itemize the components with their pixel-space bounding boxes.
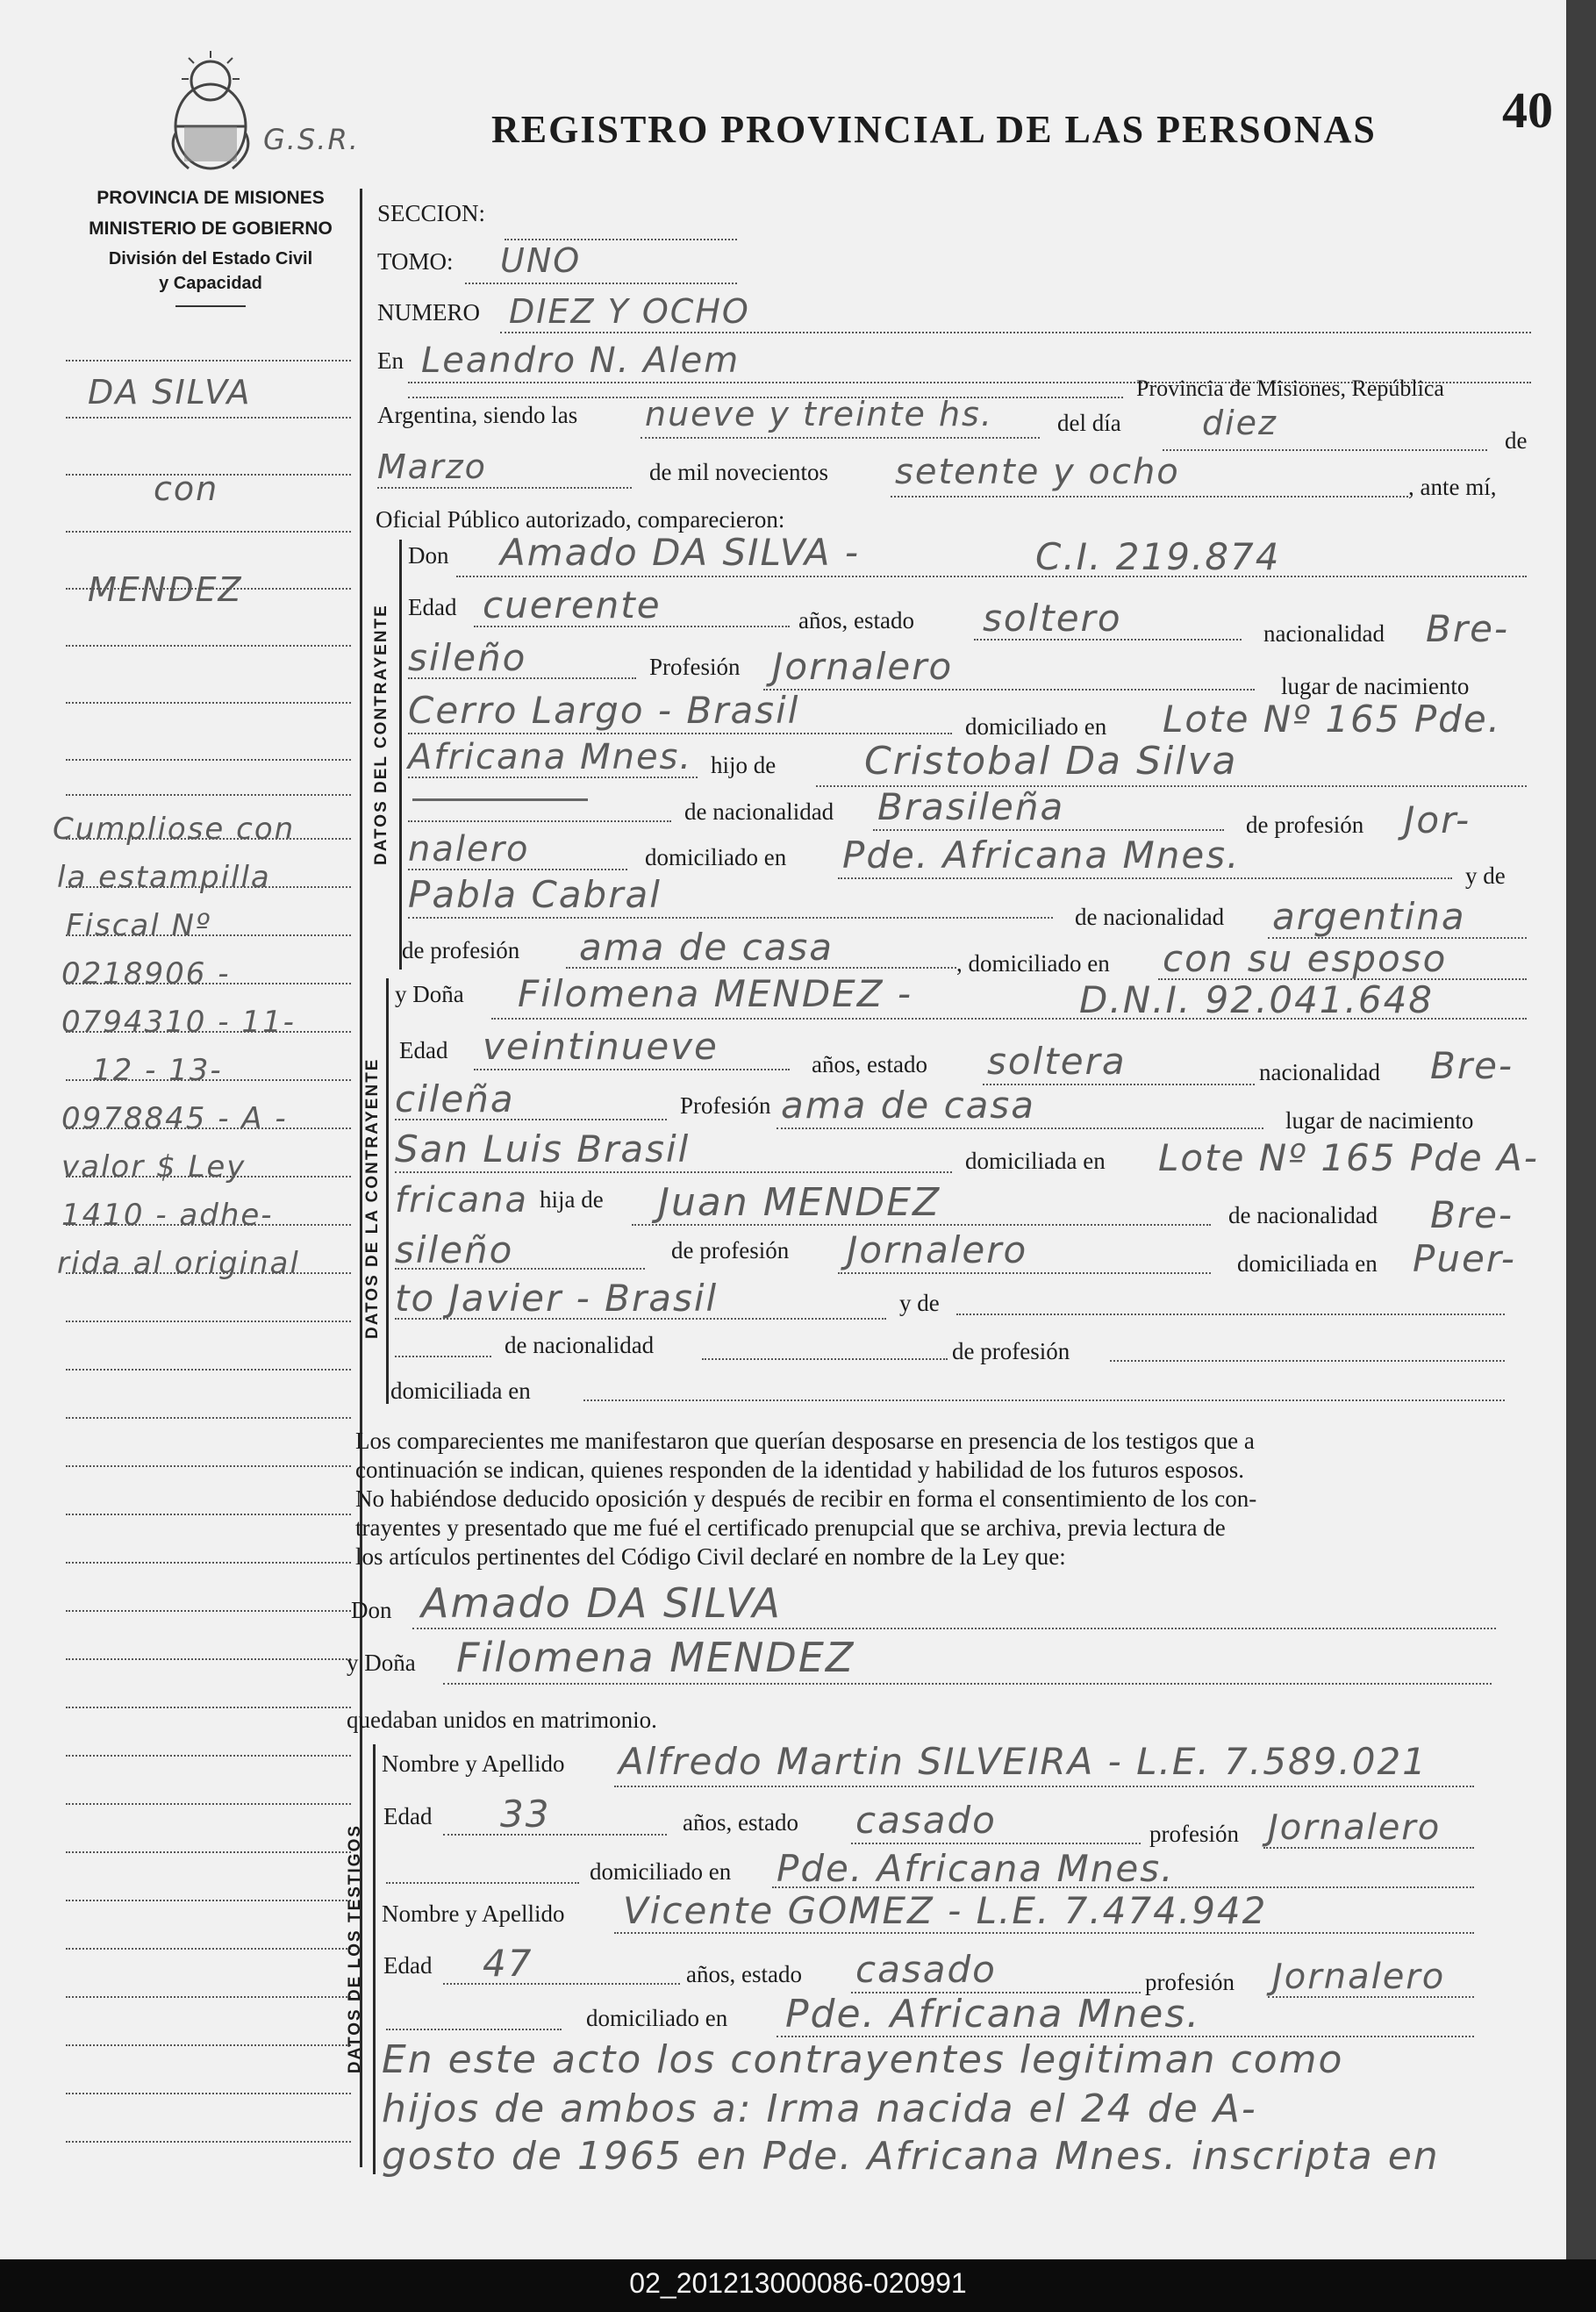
edad-label: Edad xyxy=(383,1952,433,1979)
estado-label: años, estado xyxy=(798,607,914,633)
ministry-heading: MINISTERIO DE GOBIERNO xyxy=(89,218,333,239)
contrayente-lugar: Cerro Largo - Brasil xyxy=(408,689,800,732)
argentina-label: Argentina, siendo las xyxy=(377,402,578,428)
margin-note-line: la estampilla xyxy=(57,860,271,895)
madre-nac-label: de nacionalidad xyxy=(505,1332,655,1358)
coat-of-arms-icon xyxy=(162,46,259,173)
dona-label: y Doña xyxy=(395,981,464,1007)
nombre-label: Nombre y Apellido xyxy=(382,1900,565,1927)
contrayenta-profesion: ama de casa xyxy=(781,1084,1036,1127)
ante-label: , ante mí, xyxy=(1408,474,1497,500)
madre-prof-label: de profesión xyxy=(952,1338,1070,1364)
mes-value: Marzo xyxy=(377,447,487,486)
declaracion-line: los artículos pertinentes del Código Civil declaré en nombre de la Ley que: xyxy=(355,1543,1066,1570)
contrayenta-padre-profesion: Jornalero xyxy=(847,1228,1028,1271)
contrayente-padre-domicilio: Pde. Africana Mnes. xyxy=(842,834,1241,877)
contrayente-nacionalidad-a: Bre- xyxy=(1426,607,1510,650)
lugar-label: lugar de nacimiento xyxy=(1281,673,1470,699)
testigo2-edad: 47 xyxy=(483,1942,533,1985)
book-binding xyxy=(1566,0,1596,2259)
tomo-value: UNO xyxy=(500,241,582,280)
contrayenta-documento: D.N.I. 92.041.648 xyxy=(1079,978,1435,1021)
margin-note-line: 0794310 - 11- xyxy=(61,1005,296,1040)
padre-nac-label: de nacionalidad xyxy=(684,798,834,825)
capacity-heading: y Capacidad xyxy=(159,274,262,293)
estado-label: años, estado xyxy=(683,1809,798,1836)
contrayenta-rule xyxy=(386,978,389,1404)
page-number: 40 xyxy=(1502,82,1553,139)
lugar-label: lugar de nacimiento xyxy=(1285,1107,1474,1134)
profesion-label: Profesión xyxy=(649,654,741,680)
contrayente-nombre: Amado DA SILVA - xyxy=(500,531,861,574)
contrayente-estado: soltero xyxy=(983,597,1122,640)
dia-value: diez xyxy=(1202,404,1278,442)
anio-value: setente y ocho xyxy=(895,452,1180,492)
contrayente-padre-nacionalidad: Brasileña xyxy=(877,785,1065,828)
contrayente-rule xyxy=(399,540,402,970)
edad-label: Edad xyxy=(383,1803,433,1829)
numero-label: NUMERO xyxy=(377,299,481,326)
contrayente-profesion: Jornalero xyxy=(772,645,954,688)
declaracion-line: Los comparecientes me manifestaron que querían desposarse en presencia de los testigos que a xyxy=(355,1428,1255,1454)
heading-rule xyxy=(175,305,246,307)
testigo1-domicilio: Pde. Africana Mnes. xyxy=(777,1847,1175,1890)
nota-line: En este acto los contrayentes legitiman como xyxy=(382,2037,1344,2082)
y-de-label: y de xyxy=(1465,863,1506,889)
contrayenta-padre-domicilio-b: to Javier - Brasil xyxy=(395,1277,719,1320)
dona-label: y Doña xyxy=(347,1650,416,1676)
del-dia-label: del día xyxy=(1057,410,1121,436)
contrayente-nacionalidad-b: sileño xyxy=(408,636,527,679)
madre-nac-label: de nacionalidad xyxy=(1075,904,1225,930)
scan-caption: 02_201213000086-020991 xyxy=(629,2267,967,2299)
don-label: Don xyxy=(351,1597,392,1623)
padre-prof-label: de profesión xyxy=(671,1237,790,1263)
contrayente-padre-profesion-b: nalero xyxy=(408,829,530,870)
declaracion-line: trayentes y presentado que me fué el certificado prenupcial que se archiva, previa lectura de xyxy=(355,1514,1226,1541)
contrayenta-lugar: San Luis Brasil xyxy=(395,1127,691,1170)
profesion-label: profesión xyxy=(1149,1821,1239,1847)
contrayenta-section-label: DATOS DE LA CONTRAYENTE xyxy=(363,1057,382,1339)
contrayenta-padre: Juan MENDEZ xyxy=(658,1180,941,1225)
nacionalidad-label: nacionalidad xyxy=(1263,620,1385,647)
contrayenta-padre-nacionalidad-b: sileño xyxy=(395,1228,514,1271)
contrayente-domicilio-a: Lote Nº 165 Pde. xyxy=(1163,698,1502,741)
testigo1-profesion: Jornalero xyxy=(1268,1807,1442,1848)
contrayenta-domicilio-b: fricana xyxy=(395,1180,529,1220)
margin-connector: con xyxy=(154,469,219,508)
margin-note-line: rida al original xyxy=(57,1246,300,1281)
contrayente-madre-profesion: ama de casa xyxy=(579,926,834,969)
page-title: REGISTRO PROVINCIAL DE LAS PERSONAS xyxy=(491,108,1377,151)
domiciliado-label: domiciliado en xyxy=(590,1858,732,1885)
madre-prof-label: de profesión xyxy=(402,937,520,963)
contrayenta-edad: veintinueve xyxy=(483,1025,719,1068)
hija-label: hija de xyxy=(540,1186,604,1213)
edad-label: Edad xyxy=(399,1037,448,1063)
profesion-label: Profesión xyxy=(680,1092,771,1119)
anio-label: de mil novecientos xyxy=(649,459,828,485)
testigo1-edad: 33 xyxy=(500,1793,551,1836)
initials: G.S.R. xyxy=(263,123,360,156)
domiciliada-label: domiciliada en xyxy=(965,1148,1106,1174)
estado-label: años, estado xyxy=(812,1051,927,1077)
margin-note-line: 1410 - adhe- xyxy=(61,1198,274,1233)
margin-note-line: 12 - 13- xyxy=(92,1053,223,1088)
contrayenta-nacionalidad-a: Bre- xyxy=(1430,1044,1514,1087)
oficial-label: Oficial Público autorizado, comparecieron: xyxy=(376,506,785,533)
unidos-label: quedaban unidos en matrimonio. xyxy=(347,1707,657,1733)
hora-value: nueve y treinte hs. xyxy=(645,395,993,433)
contrayente-madre-domicilio: con su esposo xyxy=(1163,937,1448,980)
seccion-label: SECCION: xyxy=(377,200,486,226)
domiciliado-label: domiciliado en xyxy=(965,713,1107,740)
contrayenta-nombre: Filomena MENDEZ - xyxy=(518,972,913,1015)
margin-name-1: DA SILVA xyxy=(88,373,252,412)
contrayenta-nacionalidad-b: cileña xyxy=(395,1077,515,1120)
numero-value: DIEZ Y OCHO xyxy=(509,292,750,331)
nacionalidad-label: nacionalidad xyxy=(1259,1059,1380,1085)
margin-note-line: Cumpliose con xyxy=(53,812,296,847)
contrayenta-padre-domicilio-a: Puer- xyxy=(1413,1237,1516,1280)
contrayenta-padre-nacionalidad-a: Bre- xyxy=(1430,1193,1514,1236)
province-heading: PROVINCIA DE MISIONES xyxy=(97,188,325,208)
lugar-acto: Leandro N. Alem xyxy=(421,340,741,381)
testigo1-nombre: Alfredo Martin SILVEIRA - L.E. 7.589.021 xyxy=(619,1740,1428,1783)
testigos-rule xyxy=(373,1744,376,2174)
testigo2-estado: casado xyxy=(855,1948,997,1991)
nota-line: gosto de 1965 en Pde. Africana Mnes. inscripta en xyxy=(382,2134,1440,2179)
testigos-section-label: DATOS DE LOS TESTIGOS xyxy=(346,1823,364,2074)
padre-prof-label: de profesión xyxy=(1246,812,1364,838)
provincia-label: Provincia de Misiones, República xyxy=(1136,376,1444,401)
margin-note-line: valor $ Ley xyxy=(61,1149,247,1185)
contrayente-madre-nacionalidad: argentina xyxy=(1272,895,1466,938)
tomo-label: TOMO: xyxy=(377,248,454,275)
contrayente-padre-profesion-a: Jor- xyxy=(1404,798,1471,841)
hijo-label: hijo de xyxy=(711,752,777,778)
declaracion-don-nombre: Amado DA SILVA xyxy=(421,1579,782,1627)
margin-note-line: 0218906 - xyxy=(61,956,231,991)
estado-label: años, estado xyxy=(686,1961,802,1987)
padre-dom-label: domiciliada en xyxy=(1237,1250,1378,1277)
don-label: Don xyxy=(408,542,449,569)
nota-line: hijos de ambos a: Irma nacida el 24 de A- xyxy=(382,2087,1257,2131)
madre-dom-label: domiciliada en xyxy=(390,1378,531,1404)
declaracion-line: No habiéndose deducido oposición y después de recibir en forma el consentimiento de los con- xyxy=(355,1485,1257,1512)
contrayente-edad: cuerente xyxy=(483,583,662,626)
testigo2-domicilio: Pde. Africana Mnes. xyxy=(785,1992,1201,2036)
margin-name-2: MENDEZ xyxy=(88,570,243,609)
padre-dom-label: domiciliado en xyxy=(645,844,787,870)
en-label: En xyxy=(377,347,404,374)
contrayenta-estado: soltera xyxy=(987,1040,1127,1083)
madre-dom-label: , domiciliado en xyxy=(956,950,1110,977)
contrayente-domicilio-b: Africana Mnes. xyxy=(408,737,693,777)
testigo2-profesion: Jornalero xyxy=(1272,1957,1446,1997)
contrayente-padre: Cristobal Da Silva xyxy=(864,739,1238,784)
contrayente-madre: Pabla Cabral xyxy=(408,873,662,916)
de-label: de xyxy=(1505,427,1528,454)
domiciliado-label: domiciliado en xyxy=(586,2005,728,2031)
contrayenta-domicilio-a: Lote Nº 165 Pde A- xyxy=(1158,1136,1539,1179)
declaracion-line: continuación se indican, quienes responden de la identidad y habilidad de los futuros esposos. xyxy=(355,1457,1245,1483)
contrayente-section-label: DATOS DEL CONTRAYENTE xyxy=(372,604,390,865)
testigo1-estado: casado xyxy=(855,1799,997,1842)
contrayente-documento: C.I. 219.874 xyxy=(1035,535,1281,578)
profesion-label: profesión xyxy=(1145,1969,1235,1995)
padre-nac-label: de nacionalidad xyxy=(1228,1202,1378,1228)
margin-note-line: Fiscal Nº xyxy=(66,908,211,943)
testigo2-nombre: Vicente GOMEZ - L.E. 7.474.942 xyxy=(623,1889,1268,1932)
margin-note-line: 0978845 - A - xyxy=(61,1101,288,1136)
declaracion-dona-nombre: Filomena MENDEZ xyxy=(456,1634,855,1681)
edad-label: Edad xyxy=(408,594,457,620)
division-heading: División del Estado Civil xyxy=(108,249,313,268)
y-de-label: y de xyxy=(899,1290,940,1316)
nombre-label: Nombre y Apellido xyxy=(382,1750,565,1777)
